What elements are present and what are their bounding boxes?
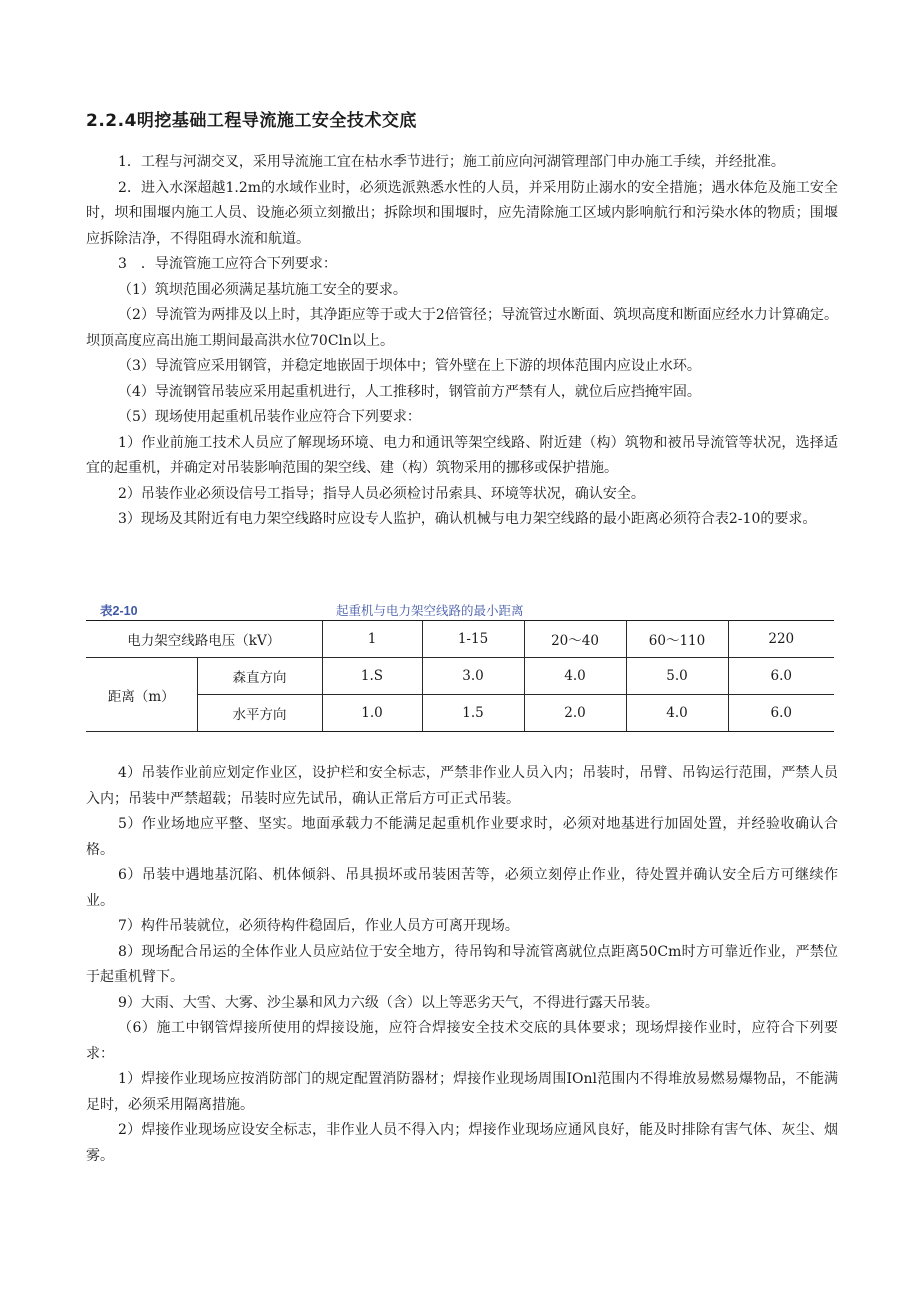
paragraph: （3）导流管应采用钢管，并稳定地嵌固于坝体中；管外壁在上下游的坝体范围内应设止水环。: [118, 358, 701, 374]
distance-table: [86, 620, 834, 732]
table-number: 表2-10: [100, 604, 138, 618]
paragraph: （2）导流管为两排及以上时，其净距应等于或大于2倍管径；导流管过水断面、筑坝高度和断面应经水力计算确定。坝顶高度应高出施工期间最高洪水位70Cln以上。: [86, 307, 838, 349]
table-cell: 4.0: [626, 695, 728, 732]
table-cell: 1.S: [322, 658, 422, 695]
direction-label: 水平方向: [197, 695, 322, 732]
table-row: [86, 695, 834, 732]
paragraph: 8）现场配合吊运的全体作业人员应站位于安全地方，待吊钩和导流管离就位点距离50Cm时方可靠近作业，严禁位于起重机臂下。: [86, 943, 838, 985]
table-cell: 1.0: [322, 695, 422, 732]
paragraph: （6）施工中钢管焊接所使用的焊接设施，应符合焊接安全技术交底的具体要求；现场焊接作业时，应符合下列要求：: [86, 1020, 838, 1062]
paragraph: 1）作业前施工技术人员应了解现场环境、电力和通讯等架空线路、附近建（构）筑物和被吊导流管等状况，选择适宜的起重机，并确定对吊装影响范围的架空线、建（构）筑物采用的挪移或保护措施。: [86, 434, 838, 476]
after-paragraphs: [86, 761, 838, 1169]
table-cell: 20～40: [524, 621, 626, 658]
table-caption: [86, 601, 838, 619]
table-cell: 4.0: [524, 658, 626, 695]
paragraph: 3 ．导流管施工应符合下列要求：: [118, 256, 337, 272]
paragraph: 2）焊接作业现场应设安全标志，非作业人员不得入内；焊接作业现场应通风良好，能及时排除有害气体、灰尘、烟雾。: [86, 1122, 838, 1164]
paragraph: （1）筑坝范围必须满足基坑施工安全的要求。: [118, 281, 407, 298]
direction-label: 森直方向: [197, 658, 322, 695]
paragraph: 1．工程与河湖交叉，采用导流施工宜在枯水季节进行；施工前应向河湖管理部门申办施工手续，并经批准。: [118, 154, 785, 170]
paragraph: 2．进入水深超越1.2m的水域作业时，必须选派熟悉水性的人员，并采用防止溺水的安全措施；遇水体危及施工安全时，坝和围堰内施工人员、设施必须立刻撤出；拆除坝和围堰时，应先清除施工区域内影响航行和污染水体的物质；围堰应拆除洁净，不得阻碍水流和航道。: [86, 179, 838, 247]
paragraph: 4）吊装作业前应划定作业区，设护栏和安全标志，严禁非作业人员入内；吊装时，吊臂、吊钩运行范围，严禁人员入内；吊装中严禁超载；吊装时应先试吊，确认正常后方可正式吊装。: [86, 765, 838, 807]
paragraph: 7）构件吊装就位，必须待构件稳固后，作业人员方可离开现场。: [118, 918, 519, 934]
table-cell: 1-15: [422, 621, 524, 658]
intro-paragraphs: [86, 150, 838, 533]
table-cell: 1: [322, 621, 422, 658]
voltage-header: 电力架空线路电压（kV）: [86, 621, 322, 658]
table-cell: 220: [728, 621, 834, 658]
paragraph: （5）现场使用起重机吊装作业应符合下列要求：: [118, 409, 421, 425]
table-title: 起重机与电力架空线路的最小距离: [336, 604, 524, 618]
paragraph: 2）吊装作业必须设信号工指导；指导人员必须检讨吊索具、环境等状况，确认安全。: [118, 485, 645, 502]
paragraph: 9）大雨、大雪、大雾、沙尘暴和风力六级（含）以上等恶劣天气，不得进行露天吊装。: [118, 994, 659, 1011]
table-cell: 3.0: [422, 658, 524, 695]
table-header-row: [86, 621, 834, 658]
paragraph: （4）导流钢管吊装应采用起重机进行，人工推移时，钢管前方严禁有人，就位后应挡掩牢固。: [118, 383, 701, 400]
distance-group-label: 距离（m）: [86, 658, 197, 732]
paragraph: 3）现场及其附近有电力架空线路时应设专人监护，确认机械与电力架空线路的最小距离必须符合表2-10的要求。: [118, 511, 817, 527]
table-cell: 2.0: [524, 695, 626, 732]
section-heading: 2.2.4明挖基础工程导流施工安全技术交底: [86, 111, 417, 131]
paragraph: 6）吊装中遇地基沉陷、机体倾斜、吊具损坏或吊装困苦等，必须立刻停止作业，待处置并确认安全后方可继续作业。: [86, 867, 838, 909]
table-cell: 6.0: [728, 695, 834, 732]
paragraph: 1）焊接作业现场应按消防部门的规定配置消防器材；焊接作业现场周围IOnl范围内不得堆放易燃易爆物品，不能满足时，必须采用隔离措施。: [86, 1071, 838, 1113]
table-cell: 5.0: [626, 658, 728, 695]
table-row: [86, 658, 834, 695]
table-cell: 60～110: [626, 621, 728, 658]
paragraph: 5）作业场地应平整、坚实。地面承载力不能满足起重机作业要求时，必须对地基进行加固处置，并经验收确认合格。: [86, 816, 838, 858]
table-cell: 6.0: [728, 658, 834, 695]
table-cell: 1.5: [422, 695, 524, 732]
